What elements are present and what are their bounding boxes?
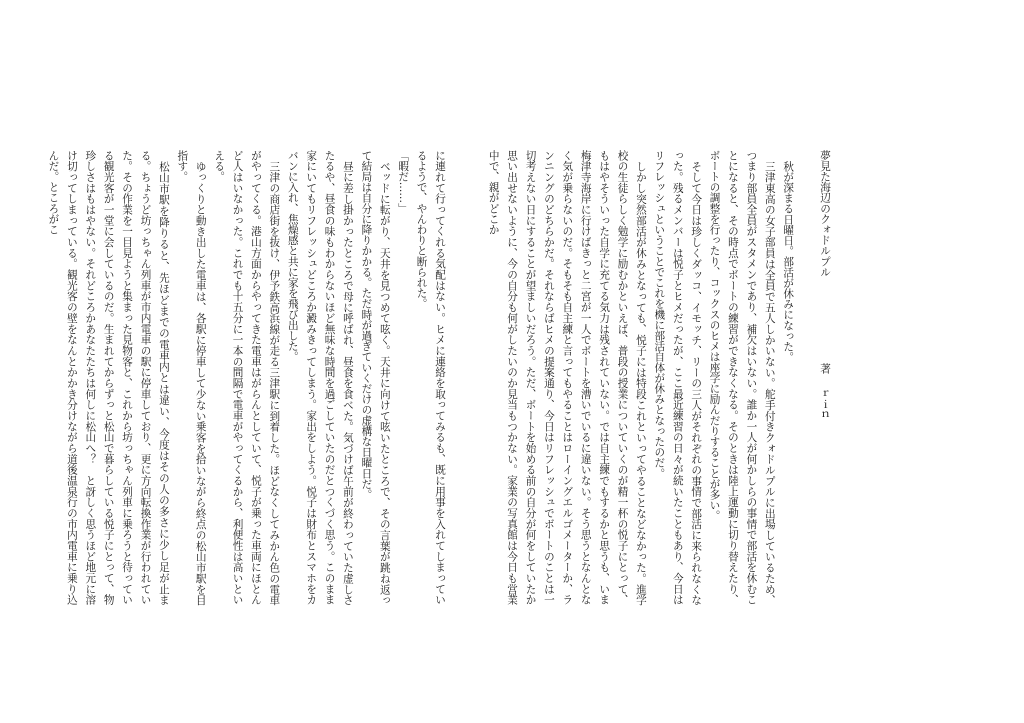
author-name: ｒｉｎ <box>819 387 831 420</box>
paragraph: ゆっくりと動き出した電車は、各駅に停車して少ない乗客を拾いながら終点の松山市駅を目指す。 <box>176 150 207 605</box>
paragraph: 昼に差し掛かったところで母に呼ばれ、昼食を食べた。気づけば午前が終わっていた虚しさたるや、昼食の味もわからないほど無味な時間を過ごしていたのだとつくづく思う。このまま家にいてもリフレッシュどころか澱みきってしまう。家出をしよう。悦子は財布とスマホをカバンに入れ、焦燥感と共に家を飛び出した。 <box>286 150 354 605</box>
paragraph: 秋が深まる日曜日。部活が休みになった。 <box>782 160 795 362</box>
paragraph: 三津東高の女子部員は全員で五人しかいない。舵手付きクォドルプルに出場しているため、つまり部員全員がスタメンであり、補欠はいない。誰か一人が何かしらの事情で部活を休むことになると、その時点でボートの練習ができなくなる。そのときは陸上運動に切り替えたり、ボートの調整を行ったり、コックスのヒメは座学に励んだりすることが多い。 <box>708 150 776 605</box>
dialogue-line: 「暇だ……」 <box>397 150 410 214</box>
left-page <box>47 150 449 605</box>
author-spacer <box>825 374 826 388</box>
paragraph: そして今日は珍しくダッコ、イモッチ、リーの三人がそれぞれの事情で部活に来られなくなった。残るメンバーは悦子とヒメだったが、ここ最近練習の日々が続いたこともあり、今日はリフレッシュということでこれを機に部活自体が休みとなったのだ。 <box>653 150 703 605</box>
story-header <box>816 150 834 605</box>
paragraph: ベッドに転がり、天井を見つめて呟く。天井に向けて呟いたところで、その言葉が跳ね返って結局は自分に降りかかる。ただ時が過ぎていくだけの虚構な日曜日だ。 <box>360 150 391 605</box>
right-page <box>487 150 834 605</box>
title-spacer <box>825 277 826 363</box>
paragraph: 松山市駅を降りると、先ほどまでの電車内とは違い、今度はその人の多さに少し足が止まる。ちょうど坊っちゃん列車が市内電車の駅に停車しており、更に方向転換作業が行われていた。その作業を一目見ようと集まった見物客と、これから坊っちゃん列車に乗ろうと待っている観光客が一堂に会しているのだ。生まれてからずっと松山で暮らしている悦子にとって、物珍しさはもはやない。それどころかあなたたちは何しに松山へ？ と訝しく思うほど地元に溶け切ってしまっている。観光客の壁をなんとかかき分けながら道後温泉行の市内電車に乗り込んだ。ところがこ <box>47 150 170 605</box>
paragraph: しかし突然部活が休みとなっても、悦子には特段これといってやることなどなかった。進学校の生徒らしく勉学に励むかといえば、普段の授業についていくのが精一杯の悦子にとって、もはやそういった自学に充てる気力は残されていない。では自主練でもするかと思うも、いま梅津寺海岸に行けばきっと二宮が一人でボートを漕いでいるに違いない。そう思うとなんとなく気が乗らないのだ。そもそも自主練と言ってもやることはローイングエルゴメーターか、ランニングのどちらかだ。それならばヒメの提案通り、今日はリフレッシュでボートのことは一切考えない日にすることが望ましいだろう。ただ、ボートを始める前の自分が何をしていたか思い出せないように、今の自分も何がしたいのか見当もつかない。家業の写真館は今日も営業中で、親がどこか <box>487 150 647 605</box>
paragraph: 三津の商店街を抜け、伊予鉄高浜線が走る三津駅に到着した。ほどなくしてみかん色の電車がやってくる。港山方面からやってきた電車はがらんとしていて、悦子が乗った車両にほとんど人はいなかった。これでも十五分に一本の間隔で電車がやってくるから、利便性は高いといえる。 <box>213 150 281 605</box>
story-title: 夢見た海辺のクォドルプル <box>819 150 831 278</box>
paragraph: に連れて行ってくれる気配はない。ヒメに連絡を取ってみるも、既に用事を入れてしまっているようで、やんわりと断られた。 <box>415 150 446 605</box>
blank-line <box>797 150 815 605</box>
author-mark: 著 <box>819 363 831 374</box>
